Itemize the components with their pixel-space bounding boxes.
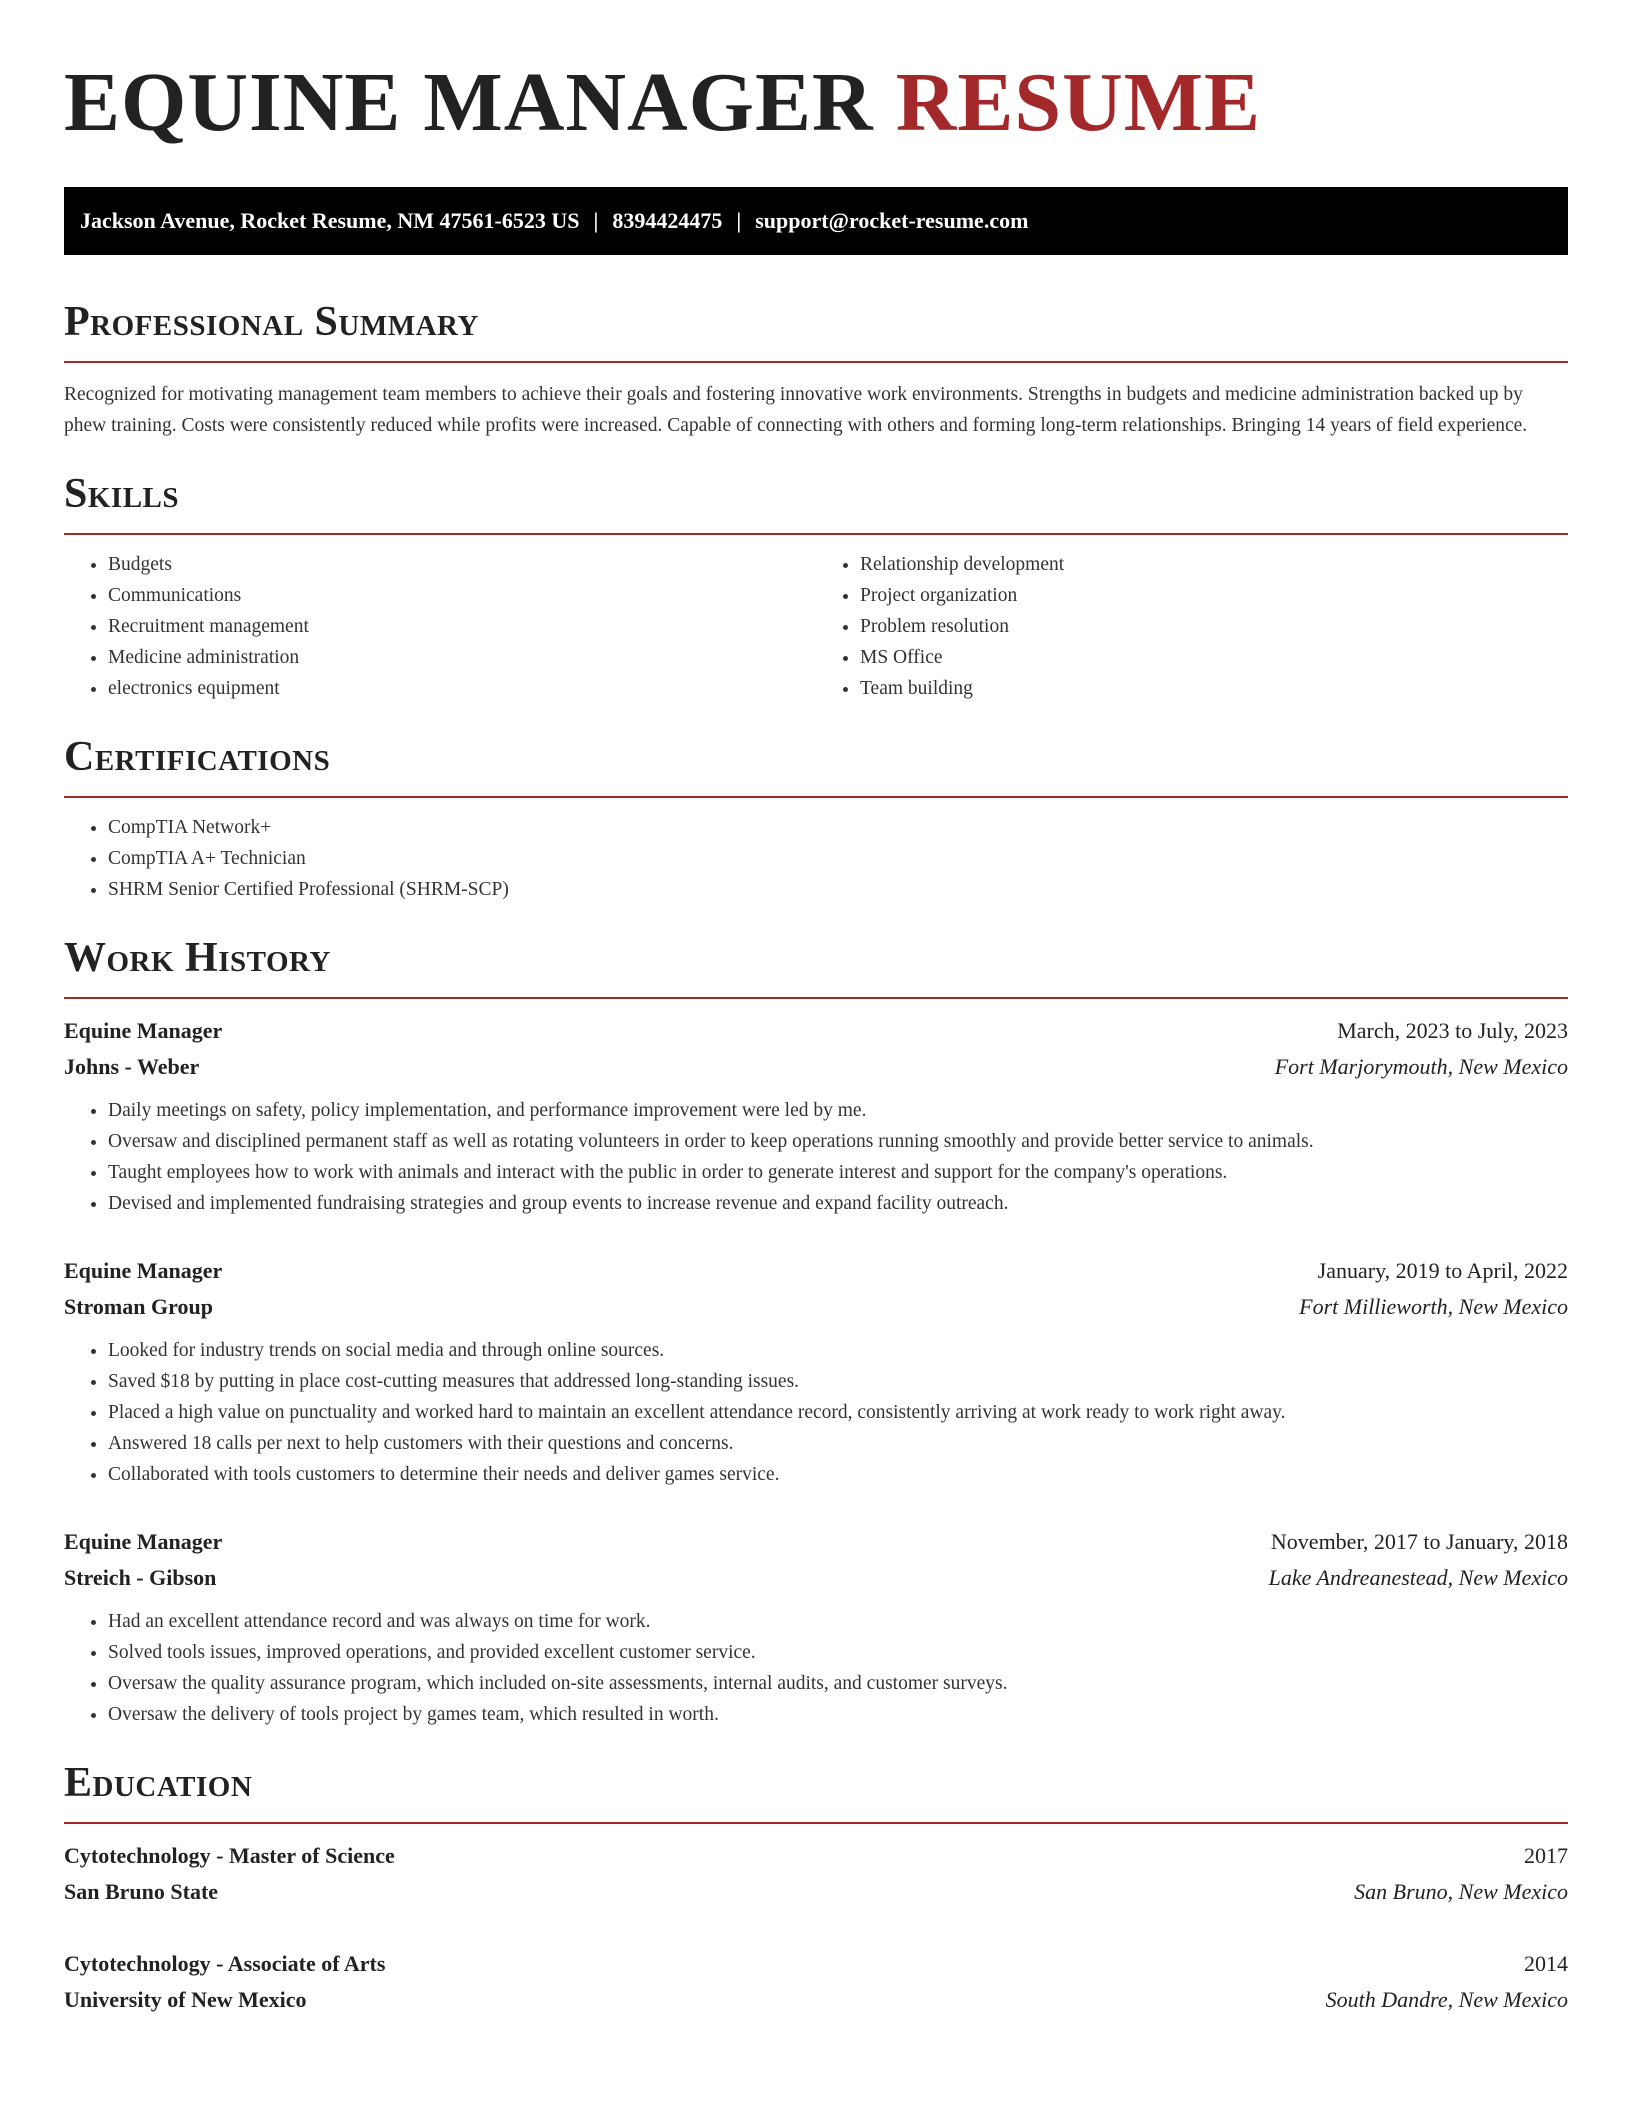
contact-email[interactable]: support@rocket-resume.com [755,208,1029,233]
job-bullet: • Oversaw the quality assurance program, which included on-site assessments, internal audits, and customer surveys. [108,1668,1568,1699]
education-school-row [64,1982,1568,2018]
education-header-row [64,1838,1568,1874]
skills-list-right [816,549,1568,704]
education-entry [64,1838,1568,1910]
education-entry [64,1946,1568,2018]
skill-item: • Problem resolution [860,611,1568,642]
education-degree: Cytotechnology - Master of Science [64,1843,395,1868]
job-bullet: • Devised and implemented fundraising strategies and group events to increase revenue and expand facility outreach. [108,1188,1568,1219]
work-history-section [64,933,1568,1730]
section-divider [64,796,1568,798]
job-bullet: • Taught employees how to work with animals and interact with the public in order to generate interest and support for the company's operations. [108,1157,1568,1188]
certifications-section [64,732,1568,905]
education-section [64,1758,1568,2018]
job-title: Equine Manager [64,1529,223,1554]
skill-item: • Budgets [108,549,816,580]
job-header-row [64,1524,1568,1560]
job-bullet: • Saved $18 by putting in place cost-cutting measures that addressed long-standing issues. [108,1366,1568,1397]
skills-heading: Skills [64,471,180,517]
job-title: Equine Manager [64,1258,223,1283]
title-main: EQUINE MANAGER [64,56,874,149]
job-header-row [64,1013,1568,1049]
job-company: Stroman Group [64,1294,213,1319]
contact-bar [64,187,1568,255]
contact-separator: | [593,208,599,233]
job-title: Equine Manager [64,1018,223,1043]
job-bullet: • Had an excellent attendance record and was always on time for work. [108,1606,1568,1637]
education-year: 2017 [1524,1843,1568,1868]
certification-item: • CompTIA A+ Technician [108,843,1568,874]
skill-item: • electronics equipment [108,673,816,704]
contact-separator: | [736,208,742,233]
education-school: San Bruno State [64,1879,219,1904]
resume-title [64,0,1568,151]
job-company-row [64,1289,1568,1325]
summary-heading: Professional Summary [64,299,479,345]
job-bullets [64,1606,1568,1730]
skill-item: • Recruitment management [108,611,816,642]
job-dates: March, 2023 to July, 2023 [1337,1018,1568,1043]
section-divider [64,997,1568,999]
education-location: San Bruno, New Mexico [1354,1879,1568,1904]
section-divider [64,1822,1568,1824]
certification-item: • CompTIA Network+ [108,812,1568,843]
skills-columns [64,535,1568,704]
skill-item: • MS Office [860,642,1568,673]
certification-item: • SHRM Senior Certified Professional (SHRM-SCP) [108,874,1568,905]
work-history-heading: Work History [64,935,331,981]
job-bullet: • Oversaw and disciplined permanent staff as well as rotating volunteers in order to keep operations running smoothly and provide better service to animals. [108,1126,1568,1157]
skills-section [64,469,1568,704]
education-school-row [64,1874,1568,1910]
certifications-list [64,812,1568,905]
job-company-row [64,1560,1568,1596]
education-year: 2014 [1524,1951,1568,1976]
job-entry [64,1253,1568,1490]
education-degree: Cytotechnology - Associate of Arts [64,1951,386,1976]
job-company-row [64,1049,1568,1085]
skill-item: • Project organization [860,580,1568,611]
certifications-heading: Certifications [64,734,331,780]
job-company: Johns - Weber [64,1054,200,1079]
education-school: University of New Mexico [64,1987,307,2012]
skill-item: • Communications [108,580,816,611]
job-location: Lake Andreanestead, New Mexico [1268,1565,1568,1590]
job-bullet: • Collaborated with tools customers to determine their needs and deliver games service. [108,1459,1568,1490]
contact-address: Jackson Avenue, Rocket Resume, NM 47561-6523 US [80,208,580,233]
job-bullet: • Solved tools issues, improved operations, and provided excellent customer service. [108,1637,1568,1668]
summary-text: Recognized for motivating management team members to achieve their goals and fostering innovative work environments. Strengths in budgets and medicine administration backed up by phew training. Costs were consistently reduced while profits were increased. Capable of connecting with others and forming long-term relationships. Bringing 14 years of field experience. [64,384,1528,436]
job-company: Streich - Gibson [64,1565,217,1590]
section-divider [64,361,1568,363]
skill-item: • Relationship development [860,549,1568,580]
job-dates: January, 2019 to April, 2022 [1317,1258,1568,1283]
education-heading: Education [64,1760,253,1806]
title-accent: RESUME [895,56,1262,149]
skills-list-left [64,549,816,704]
job-bullets [64,1335,1568,1490]
skill-item: • Medicine administration [108,642,816,673]
contact-phone[interactable]: 8394424475 [612,208,723,233]
job-bullet: • Looked for industry trends on social media and through online sources. [108,1335,1568,1366]
job-bullet: • Answered 18 calls per next to help customers with their questions and concerns. [108,1428,1568,1459]
job-dates: November, 2017 to January, 2018 [1270,1529,1568,1554]
skill-item: • Team building [860,673,1568,704]
job-entry [64,1013,1568,1219]
education-header-row [64,1946,1568,1982]
job-header-row [64,1253,1568,1289]
education-location: South Dandre, New Mexico [1325,1987,1568,2012]
job-bullet: • Placed a high value on punctuality and worked hard to maintain an excellent attendance record, consistently arriving at work ready to work right away. [108,1397,1568,1428]
summary-section [64,297,1568,441]
job-bullet: • Daily meetings on safety, policy implementation, and performance improvement were led by me. [108,1095,1568,1126]
job-bullets [64,1095,1568,1219]
job-entry [64,1524,1568,1730]
job-location: Fort Marjorymouth, New Mexico [1274,1054,1568,1079]
job-bullet: • Oversaw the delivery of tools project by games team, which resulted in worth. [108,1699,1568,1730]
job-location: Fort Millieworth, New Mexico [1299,1294,1568,1319]
